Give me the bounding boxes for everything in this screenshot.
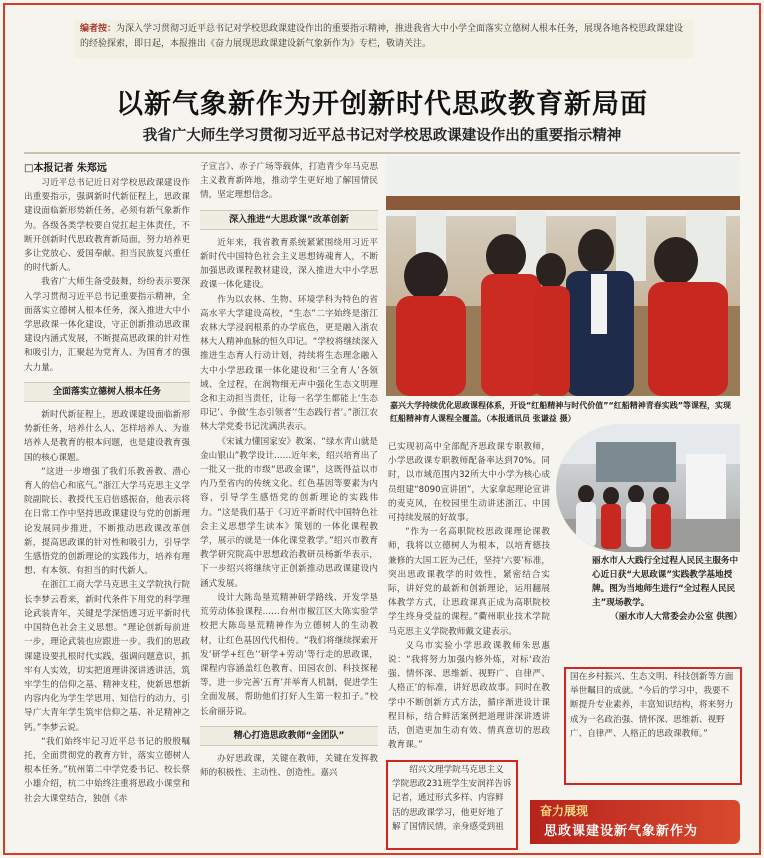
banner-line-2: 思政课建设新气象新作为 bbox=[544, 824, 699, 839]
photo-1-caption bbox=[390, 399, 738, 425]
article-column-2 bbox=[200, 160, 378, 846]
paragraph: 办好思政课，关键在教师，关键在发挥教师的积极性、主动性、创造性。嘉兴 bbox=[200, 753, 378, 779]
banner-line-1: 奋力展现 bbox=[540, 804, 589, 818]
photo-2-caption bbox=[592, 554, 742, 624]
caption-text: 嘉兴大学持续优化思政课程体系，开设“红船精神与时代价值”“红船精神青春实践”等课程，实现红船精神育人课程全覆盖。 bbox=[390, 401, 732, 423]
paragraph: 新时代新征程上，思政课建设面临新形势新任务，培养什么人、怎样培养人、为谁培养人是教育的根本问题，也是建设教育强国的核心课题。 bbox=[24, 410, 190, 463]
paragraph: 近年来，我省教育系统紧紧围绕用习近平新时代中国特色社会主义思想铸魂育人，不断加强思政课程教材建设，深入推进大中小学思政课一体化建设。 bbox=[200, 237, 378, 291]
header-divider bbox=[24, 152, 740, 154]
paragraph: 子宣言》、赤子广场等载体，打造青少年马克思主义教育新阵地，推动学生更好地了解国情民情，坚定理想信念。 bbox=[200, 162, 378, 201]
highlighted-passage-right: 国在乡村振兴、生态文明、科技创新等方面举世瞩目的成就。“今后的学习中，我要不断提升专业素养，丰富知识结构，将来努力成为一名政治强、情怀深、思维新、视野广、自律严、人格正的思政课教师。” bbox=[564, 667, 742, 785]
photo-illustration bbox=[386, 156, 740, 396]
paragraph: 作为以农林、生物、环境学科为特色的省高水平大学建设高校，“生态”二字始终是浙江农林大学浸润根系的办学底色，更是融入浙农林大人精神血脉的恒久印记。“学校将继续深入推进生态育人行动计划，持续将生态理念融入大中小学思政课一体化建设和‘三全育人’各领域、全过程，在润物细无声中强化生态文明理念和主动担当责任，让每一名学生都能上‘生态印记’、争做‘生态引领者’‘生态践行者’。”浙江农林大学党委书记沈满洪表示。 bbox=[200, 294, 378, 433]
classroom-boat-photo bbox=[386, 156, 740, 396]
reporter-byline: □本报记者 朱郑远 bbox=[24, 163, 107, 174]
paragraph: 设计大陈岛垦荒精神研学路线、开发学垦荒劳动体验课程……台州市椒江区大陈实验学校把大陈岛垦荒精神作为立德树人的生动教材，让红色基因代代相传。“我们将继续探索开发‘研学+红色’‘研学+劳动’等行走的思政课，课程内容涵盖红色教育、田园农创、科技探秘等，进一步完善‘五育’并举育人机制，促进学生全面发展，帮助他们打好人生第一粒扣子。”校长俞丽芬说。 bbox=[200, 592, 378, 717]
photo-illustration bbox=[556, 424, 740, 552]
article-column-3 bbox=[388, 440, 550, 760]
paragraph: 义乌市实验小学思政课教师朱思惠说：“我将努力加强内修外炼，对标‘政治强、情怀深、思维新、视野广、自律严、人格正’的标准，讲好思政故事。同时在教学中不断创新方式方法，循序渐进设计课程目标，结合鲜活案例把道理讲深讲透讲活，创造更加生动有效、情真意切的思政教育课。” bbox=[388, 640, 550, 751]
section-heading: 全面落实立德树人根本任务 bbox=[24, 382, 190, 402]
editor-note bbox=[74, 20, 694, 58]
paragraph: 习近平总书记近日对学校思政课建设作出重要指示，强调新时代新征程上，思政课建设面临新形势新任务，必须有新气象新作为。各级各类学校要自觉扛起主体责任，不断开创新时代思政教育新局面，努力培养更多让党放心、爱国奉献、担当民族复兴重任的时代新人。 bbox=[24, 178, 190, 274]
section-heading: 精心打造思政教师“金团队” bbox=[200, 726, 378, 746]
highlighted-passage-left: 绍兴文理学院马克思主义学院思政231班学生安润祥告诉记者，通过形式多样、内容鲜活的思政课学习，他更好地了解了国情民情，亲身感受到祖 bbox=[386, 760, 518, 850]
caption-credit: （本报通讯员 张谦益 摄） bbox=[486, 414, 576, 423]
headline: 以新气象新作为开创新时代思政教育新局面 bbox=[116, 89, 648, 120]
subheadline: 我省广大师生学习贯彻习近平总书记对学校思政课建设作出的重要指示精神 bbox=[142, 128, 622, 144]
editor-note-text: 为深入学习贯彻习近平总书记对学校思政课建设作出的重要指示精神，推进我省大中小学全面落实立德树人根本任务，展现各地各校思政课建设的经验探索，即日起，本报推出《奋力展现思政课建设新气象新作为》专栏，敬请关注。 bbox=[80, 24, 684, 49]
paragraph: “我们始终牢记习近平总书记的殷殷嘱托，全面贯彻党的教育方针，落实立德树人根本任务。”杭州第二中学党委书记、校长蔡小雄介绍，杭二中始终注重将思政小课堂和社会大课堂结合，独创《赤 bbox=[24, 736, 190, 804]
caption-credit: （丽水市人大常委会办公室 供图） bbox=[610, 612, 742, 622]
column-banner bbox=[530, 800, 740, 844]
paragraph: 已实现初高中全部配齐思政课专职教师，小学思政课专职教师配备率达到70%。同时，以市域范围内32所大中小学为核心成员组建“8090宣讲团”，大家拿起理论宣讲的麦克风，在校园里生动讲述浙江、中国可持续发展的好故事。 bbox=[388, 442, 550, 524]
caption-text: 丽水市人大践行全过程人民民主服务中心近日获“大思政课”实践教学基地授牌。图为当地师生进行“全过程人民民主”现场教学。 bbox=[592, 556, 739, 608]
paragraph: 《宋诚力懂国家安》教案、“绿水青山就是金山银山”教学设计……近年来，绍兴培育出了一批又一批的市级“思政金课”，这既得益以市内乃至省内的传统文化、红色基因等要素为内容，引导学生感悟党的创新理论的实践伟力。“这是我们基于《习近平新时代中国特色社会主义思想学生读本》策划的一体化课程教学，展示的就是一体化课堂教学。”绍兴市教育教学研究院高中思想政治教研员杨新华表示，下一步绍兴将继续守正创新推动思政课建设内涵式发展。 bbox=[200, 436, 378, 589]
paragraph: 我省广大师生备受鼓舞，纷纷表示要深入学习贯彻习近平总书记重要指示精神，全面落实立德树人根本任务，深入推进大中小学思政课一体化建设，守正创新推动思政课建设内涵式发展，不断提高思政课的针对性和吸引力，汇聚起为党育人、为国育才的强大力量。 bbox=[24, 277, 190, 373]
paragraph: 在浙江工商大学马克思主义学院执行院长李梦云看来，新时代条件下用党的科学理论武装青年，关键是学深悟透习近平新时代中国特色社会主义思想。“理论创新每前进一步，理论武装也应跟进一步。我们的思政课建设要扎根时代实践，强调问题意识，抓牢有人实效，切实把道理讲深讲透讲活，筑牢学生的信仰之基、精神支柱，使新思想新内容内化为学生学思用、知信行的动力，引导广大青年学生筑牢信仰之基、补足精神之钙。”李梦云说。 bbox=[24, 580, 190, 733]
paragraph: “作为一名高职院校思政课理论课教师，我将以立德树人为根本，以培育德技兼修的大国工匠为己任，坚持‘六要’标准，突出思政课教学的时效性，紧密结合实际，讲好党的最新和创新理论，运用翻展体教学方式，让思政课真正成为高职院校学生终身受益的课程。”衢州职业技术学院马克思主义学院教师戴文建表示。 bbox=[388, 527, 550, 637]
article-column-1 bbox=[24, 176, 190, 846]
editor-note-label: 编者按： bbox=[80, 24, 117, 34]
section-heading: 深入推进“大思政课”改革创新 bbox=[200, 210, 378, 230]
museum-visit-photo bbox=[556, 424, 740, 552]
paragraph: “这进一步增强了我们乐教善教、潜心育人的信心和底气。”浙江大学马克思主义学院副院长、教授代玉启倍感振奋，他表示将在日常工作中坚持思政课建设与党的创新理论发展同步推进，不断推动思政课改革创新，提高思政课的针对性和吸引力，引导学生感悟党的创新理论的实践伟力，培养有理想、有本领、有担当的时代新人。 bbox=[24, 466, 190, 577]
